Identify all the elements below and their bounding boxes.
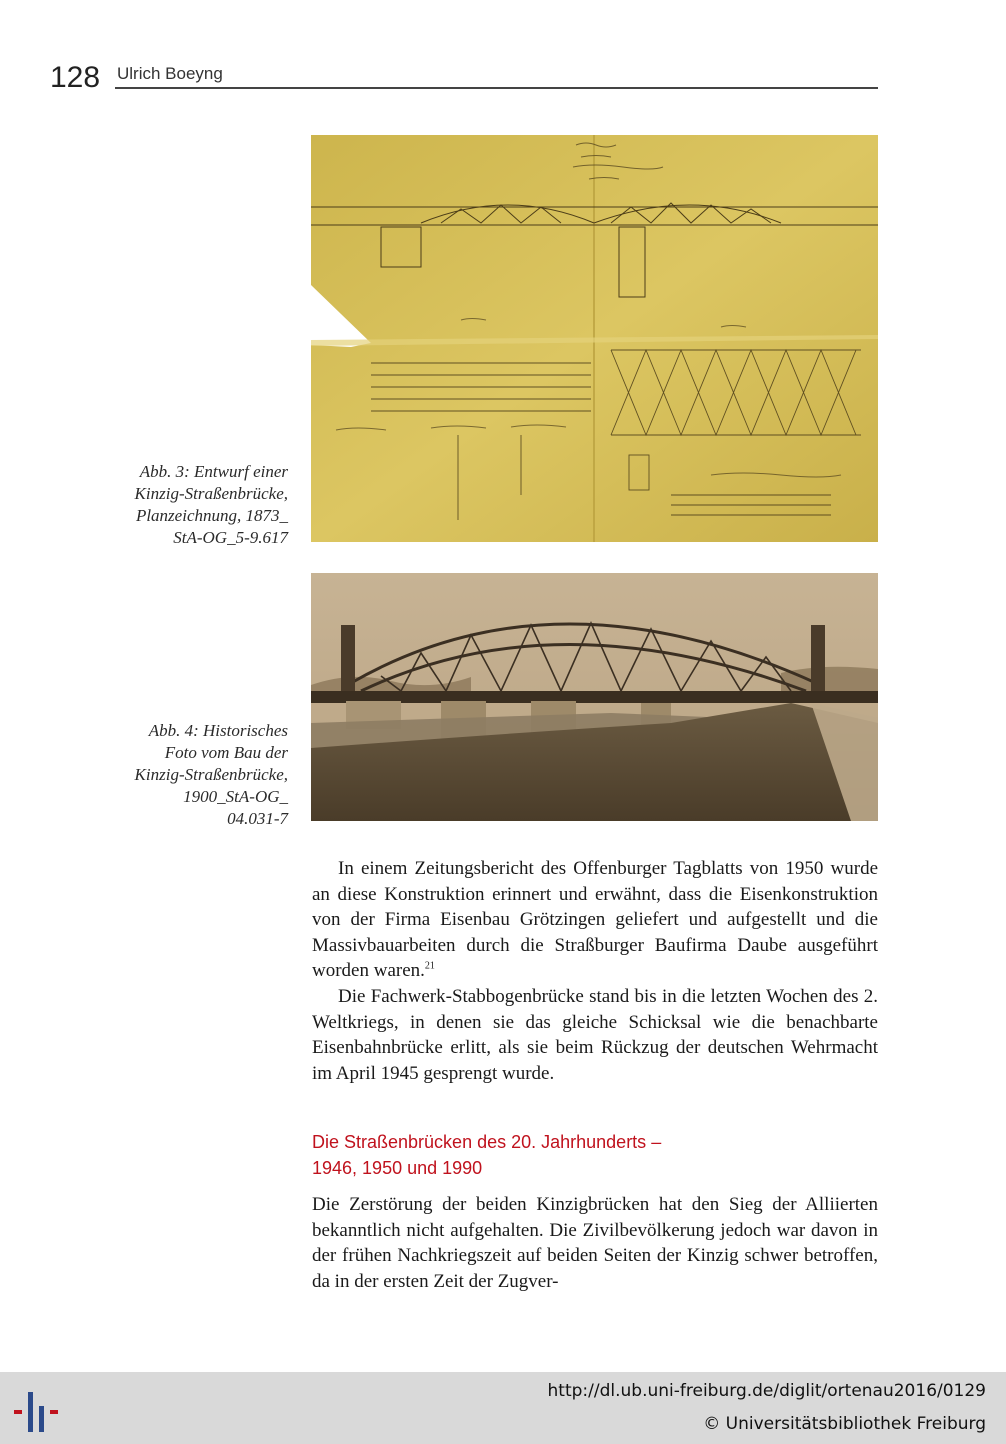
body-text-upper bbox=[312, 856, 878, 1086]
caption-line: Planzeichnung, 1873_ bbox=[135, 506, 288, 525]
paragraph-text: In einem Zeitungsbericht des Offenburger Tagblatts von 1950 wurde an diese Konstruktion erinnert und erwähnt, dass die Eisenkonstruktion von der Firma Eisenbau Grötzingen geliefert und aufgestellt und die Massivbauarbeiten durch die Straßburger Baufirma Daube ausgeführt worden waren. bbox=[312, 858, 878, 982]
paragraph: Die Zerstörung der beiden Kinzigbrücken hat den Sieg der Alliierten bekanntlich nicht aufgehalten. Die Zivilbevölkerung jedoch war davon in der frühen Nachkriegszeit auf beiden Seiten der Kinzig schwer betroffen, da in der ersten Zeit der Zugver- bbox=[312, 1194, 878, 1292]
figure-plan-drawing bbox=[311, 135, 878, 542]
header-rule bbox=[115, 87, 878, 89]
caption-line: 04.031-7 bbox=[227, 809, 288, 828]
footer-copyright: © Universitätsbibliothek Freiburg bbox=[703, 1414, 986, 1434]
running-head-author: Ulrich Boeyng bbox=[117, 64, 223, 83]
footer-url-link[interactable]: http://dl.ub.uni-freiburg.de/diglit/ortenau2016/0129 bbox=[547, 1381, 986, 1401]
caption-line: Kinzig-Straßenbrücke, bbox=[134, 484, 288, 503]
caption-line: Kinzig-Straßenbrücke, bbox=[134, 765, 288, 784]
body-text-lower bbox=[312, 1192, 878, 1294]
bridge-photo-illustration bbox=[311, 573, 878, 821]
footnote-reference: 21 bbox=[424, 961, 435, 973]
caption-line: Abb. 4: Historisches bbox=[148, 721, 288, 740]
caption-figure-3 bbox=[88, 461, 288, 549]
ub-freiburg-logo-icon bbox=[12, 1384, 64, 1436]
section-heading-line: Die Straßenbrücken des 20. Jahrhunderts – bbox=[312, 1132, 662, 1152]
caption-line: Abb. 3: Entwurf einer bbox=[139, 462, 288, 481]
paragraph bbox=[312, 856, 878, 984]
paragraph: Die Fachwerk-Stabbogenbrücke stand bis in die letzten Wochen des 2. Weltkriegs, in denen sie das gleiche Schicksal wie die benachbarte Eisenbahnbrücke erlitt, als sie beim Rückzug der deutschen Wehrmacht im April 1945 gesprengt wurde. bbox=[312, 985, 878, 1084]
plan-drawing-illustration bbox=[311, 135, 878, 542]
caption-line: StA-OG_5-9.617 bbox=[173, 528, 288, 547]
figure-historical-photo bbox=[311, 573, 878, 821]
caption-line: 1900_StA-OG_ bbox=[183, 787, 288, 806]
section-heading-line: 1946, 1950 und 1990 bbox=[312, 1158, 483, 1178]
caption-figure-4 bbox=[88, 720, 288, 830]
caption-line: Foto vom Bau der bbox=[164, 743, 288, 762]
page-number: 128 bbox=[50, 61, 101, 94]
section-heading bbox=[312, 1129, 878, 1181]
